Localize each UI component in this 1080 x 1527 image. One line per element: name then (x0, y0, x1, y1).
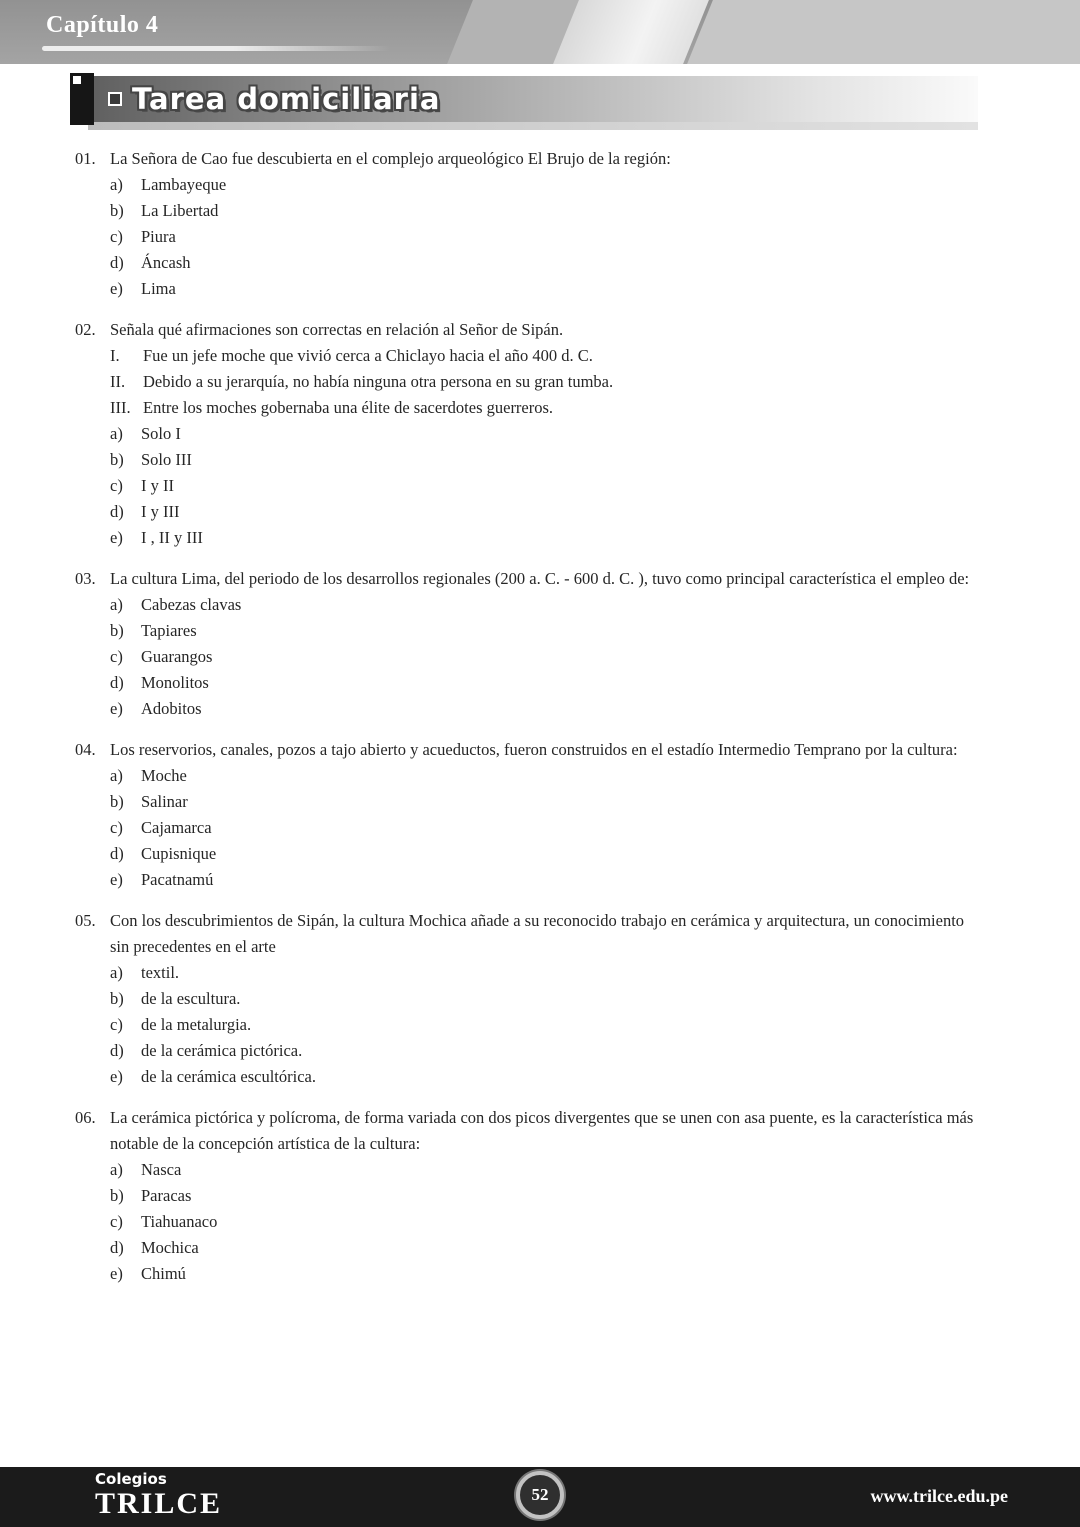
option-text: I y III (141, 502, 180, 521)
statement-text: Entre los moches gobernaba una élite de sacerdotes guerreros. (143, 398, 554, 417)
option-letter: c) (110, 647, 123, 666)
statement-row (75, 343, 980, 369)
section-banner-bar (70, 76, 978, 122)
option-letter: e) (110, 1264, 123, 1283)
statement-numeral: II. (110, 372, 126, 391)
answer-option (75, 841, 980, 867)
option-text: Cabezas clavas (141, 595, 242, 614)
answer-option (75, 696, 980, 722)
answer-option (75, 473, 980, 499)
question (75, 566, 980, 722)
header-decoration-stripe-2 (551, 0, 712, 64)
option-letter: b) (110, 201, 124, 220)
statement-row (75, 369, 980, 395)
option-text: Tapiares (141, 621, 197, 640)
option-text: textil. (141, 963, 180, 982)
banner-shadow (88, 122, 978, 130)
option-letter: c) (110, 227, 123, 246)
section-banner (70, 76, 978, 130)
question-head (75, 317, 980, 343)
answer-option (75, 525, 980, 551)
option-text: Tiahuanaco (141, 1212, 218, 1231)
option-letter: b) (110, 792, 124, 811)
option-letter: e) (110, 870, 123, 889)
option-letter: a) (110, 766, 123, 785)
question-head (75, 566, 980, 592)
answer-option (75, 447, 980, 473)
option-text: Lambayeque (141, 175, 227, 194)
option-letter: d) (110, 1041, 124, 1060)
question-head (75, 146, 980, 172)
question-number: 04. (75, 740, 96, 759)
answer-option (75, 1012, 980, 1038)
question (75, 146, 980, 302)
option-text: de la cerámica escultórica. (141, 1067, 316, 1086)
answer-option (75, 499, 980, 525)
option-text: de la cerámica pictórica. (141, 1041, 303, 1060)
brand-logo (95, 1472, 222, 1519)
answer-option (75, 1038, 980, 1064)
question-text: La cerámica pictórica y polícroma, de forma variada con dos picos divergentes que se unen con asa puente, es la característica más notable de la concepción artística de la cultura: (110, 1108, 974, 1153)
question-text: Los reservorios, canales, pozos a tajo abierto y acueductos, fueron construidos en el estadío Intermedio Temprano por la cultura: (110, 740, 958, 759)
page-number-badge (516, 1471, 564, 1519)
option-text: I y II (141, 476, 174, 495)
option-letter: b) (110, 989, 124, 1008)
answer-option (75, 172, 980, 198)
banner-corner-tab (70, 73, 94, 125)
answer-option (75, 815, 980, 841)
brand-colegios-label: Colegios (95, 1470, 167, 1488)
option-letter: e) (110, 279, 123, 298)
option-text: Cajamarca (141, 818, 212, 837)
option-letter: c) (110, 818, 123, 837)
statement-row (75, 395, 980, 421)
option-text: Monolitos (141, 673, 209, 692)
statement-text: Fue un jefe moche que vivió cerca a Chiclayo hacia el año 400 d. C. (143, 346, 593, 365)
option-text: Pacatnamú (141, 870, 214, 889)
option-text: Chimú (141, 1264, 186, 1283)
header-decoration-stripe-3 (685, 0, 1080, 64)
page-footer (0, 1467, 1080, 1527)
option-text: Moche (141, 766, 187, 785)
header-underline (42, 46, 390, 51)
question (75, 737, 980, 893)
option-letter: c) (110, 476, 123, 495)
option-text: Lima (141, 279, 176, 298)
chapter-title: Capítulo 4 (46, 12, 159, 38)
statement-numeral: I. (110, 346, 120, 365)
answer-option (75, 789, 980, 815)
statement-numeral: III. (110, 398, 131, 417)
option-letter: c) (110, 1015, 123, 1034)
option-text: I , II y III (141, 528, 203, 547)
option-letter: a) (110, 424, 123, 443)
answer-option (75, 1157, 980, 1183)
answer-option (75, 224, 980, 250)
answer-option (75, 670, 980, 696)
option-letter: d) (110, 1238, 124, 1257)
answer-option (75, 618, 980, 644)
answer-option (75, 592, 980, 618)
bullet-square-icon (108, 92, 122, 106)
option-letter: d) (110, 844, 124, 863)
answer-option (75, 421, 980, 447)
question-text: La Señora de Cao fue descubierta en el complejo arqueológico El Brujo de la región: (110, 149, 671, 168)
option-text: Cupisnique (141, 844, 217, 863)
option-text: de la escultura. (141, 989, 241, 1008)
option-letter: a) (110, 963, 123, 982)
option-text: Adobitos (141, 699, 202, 718)
option-text: Paracas (141, 1186, 192, 1205)
question (75, 1105, 980, 1287)
answer-option (75, 1183, 980, 1209)
question-head (75, 737, 980, 763)
option-letter: b) (110, 1186, 124, 1205)
question-number: 06. (75, 1108, 96, 1127)
option-letter: b) (110, 450, 124, 469)
question-text: La cultura Lima, del periodo de los desarrollos regionales (200 a. C. - 600 d. C. ), tuvo como principal característica el empleo de: (110, 569, 970, 588)
answer-option (75, 250, 980, 276)
question-number: 02. (75, 320, 96, 339)
statement-text: Debido a su jerarquía, no había ninguna otra persona en su gran tumba. (143, 372, 614, 391)
option-text: Mochica (141, 1238, 199, 1257)
answer-option (75, 867, 980, 893)
answer-option (75, 1235, 980, 1261)
option-letter: a) (110, 595, 123, 614)
answer-option (75, 1261, 980, 1287)
question-text: Señala qué afirmaciones son correctas en relación al Señor de Sipán. (110, 320, 564, 339)
answer-option (75, 763, 980, 789)
option-letter: e) (110, 528, 123, 547)
answer-option (75, 1064, 980, 1090)
answer-option (75, 644, 980, 670)
option-letter: b) (110, 621, 124, 640)
option-text: Guarangos (141, 647, 213, 666)
question-head (75, 1105, 980, 1157)
option-text: Nasca (141, 1160, 182, 1179)
option-letter: a) (110, 1160, 123, 1179)
website-url: www.trilce.edu.pe (870, 1486, 1008, 1506)
answer-option (75, 986, 980, 1012)
option-text: La Libertad (141, 201, 219, 220)
option-text: Solo I (141, 424, 181, 443)
option-text: Piura (141, 227, 176, 246)
question-head (75, 908, 980, 960)
option-letter: e) (110, 699, 123, 718)
brand-trilce-label: TRILCE (95, 1487, 223, 1520)
answer-option (75, 276, 980, 302)
question-text: Con los descubrimientos de Sipán, la cultura Mochica añade a su reconocido trabajo en cerámica y arquitectura, un conocimiento sin precedentes en el arte (110, 911, 965, 956)
option-letter: d) (110, 253, 124, 272)
question (75, 908, 980, 1090)
option-text: Áncash (141, 253, 191, 272)
questions-list (75, 146, 980, 1302)
answer-option (75, 1209, 980, 1235)
question (75, 317, 980, 551)
option-letter: d) (110, 502, 124, 521)
question-number: 03. (75, 569, 96, 588)
option-letter: c) (110, 1212, 123, 1231)
option-text: Solo III (141, 450, 192, 469)
answer-option (75, 198, 980, 224)
section-title: Tarea domiciliaria (132, 82, 441, 116)
option-letter: a) (110, 175, 123, 194)
page-number: 52 (531, 1485, 549, 1504)
option-letter: e) (110, 1067, 123, 1086)
option-letter: d) (110, 673, 124, 692)
question-number: 05. (75, 911, 96, 930)
chapter-header (0, 0, 1080, 64)
question-number: 01. (75, 149, 96, 168)
answer-option (75, 960, 980, 986)
option-text: de la metalurgia. (141, 1015, 252, 1034)
option-text: Salinar (141, 792, 188, 811)
